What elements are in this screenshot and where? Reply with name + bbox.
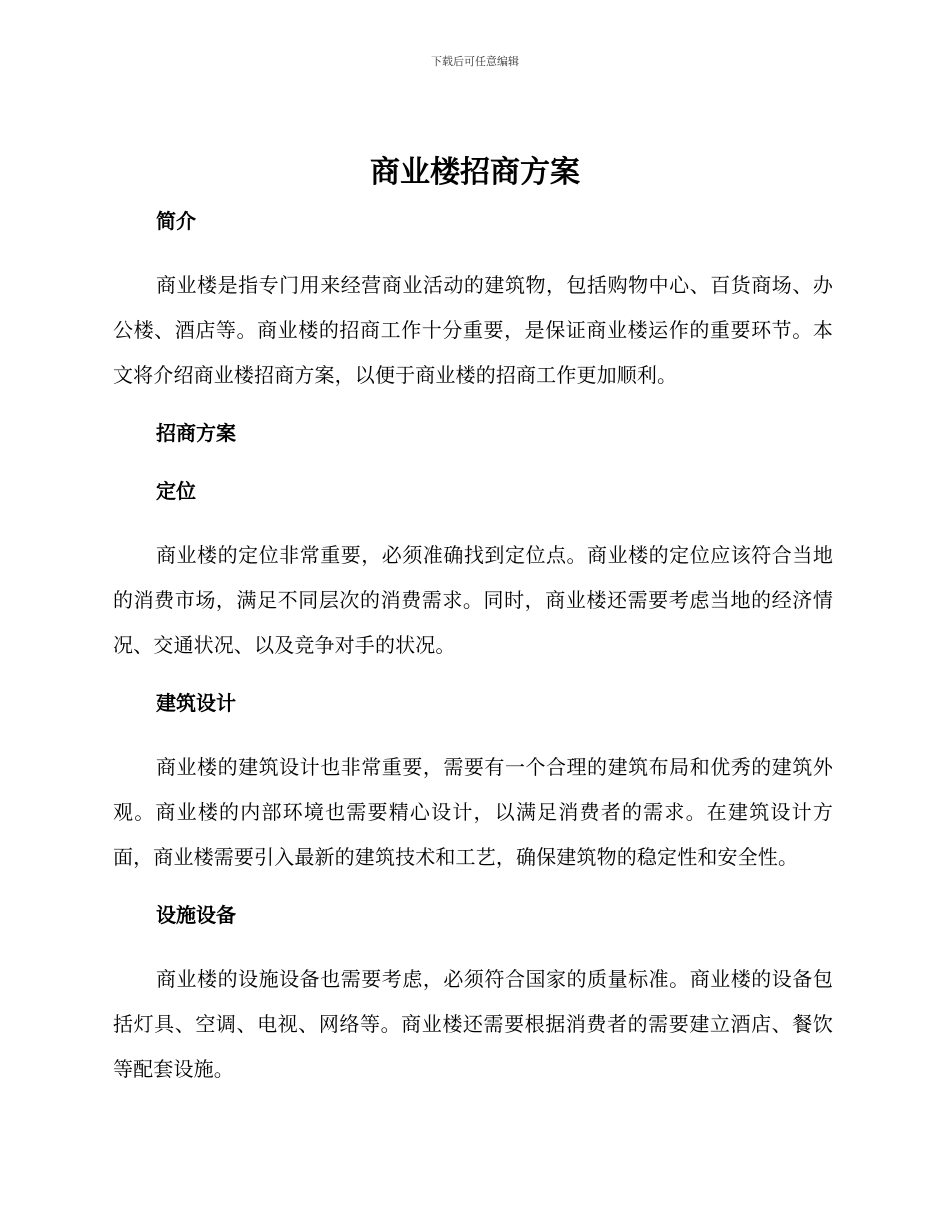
document-title: 商业楼招商方案	[370, 155, 580, 190]
paragraph-positioning: 商业楼的定位非常重要，必须准确找到定位点。商业楼的定位应该符合当地的消费市场，满足不同层次的消费需求。同时，商业楼还需要考虑当地的经济情况、交通状况、以及竞争对手的状况。	[113, 543, 833, 657]
section-heading-design: 建筑设计	[156, 691, 236, 715]
section-heading-plan: 招商方案	[156, 421, 236, 445]
section-heading-positioning: 定位	[156, 479, 196, 503]
section-heading-facilities: 设施设备	[156, 903, 236, 927]
paragraph-design: 商业楼的建筑设计也非常重要，需要有一个合理的建筑布局和优秀的建筑外观。商业楼的内部环境也需要精心设计，以满足消费者的需求。在建筑设计方面，商业楼需要引入最新的建筑技术和工艺，确保建筑物的稳定性和安全性。	[113, 755, 833, 869]
header-note: 下载后可任意编辑	[431, 55, 519, 68]
document-body	[113, 206, 833, 1092]
section-heading-intro: 简介	[156, 209, 196, 233]
paragraph-facilities: 商业楼的设施设备也需要考虑，必须符合国家的质量标准。商业楼的设备包括灯具、空调、电视、网络等。商业楼还需要根据消费者的需要建立酒店、餐饮等配套设施。	[113, 967, 833, 1081]
paragraph-intro: 商业楼是指专门用来经营商业活动的建筑物，包括购物中心、百货商场、办公楼、酒店等。商业楼的招商工作十分重要，是保证商业楼运作的重要环节。本文将介绍商业楼招商方案，以便于商业楼的招商工作更加顺利。	[113, 273, 833, 387]
